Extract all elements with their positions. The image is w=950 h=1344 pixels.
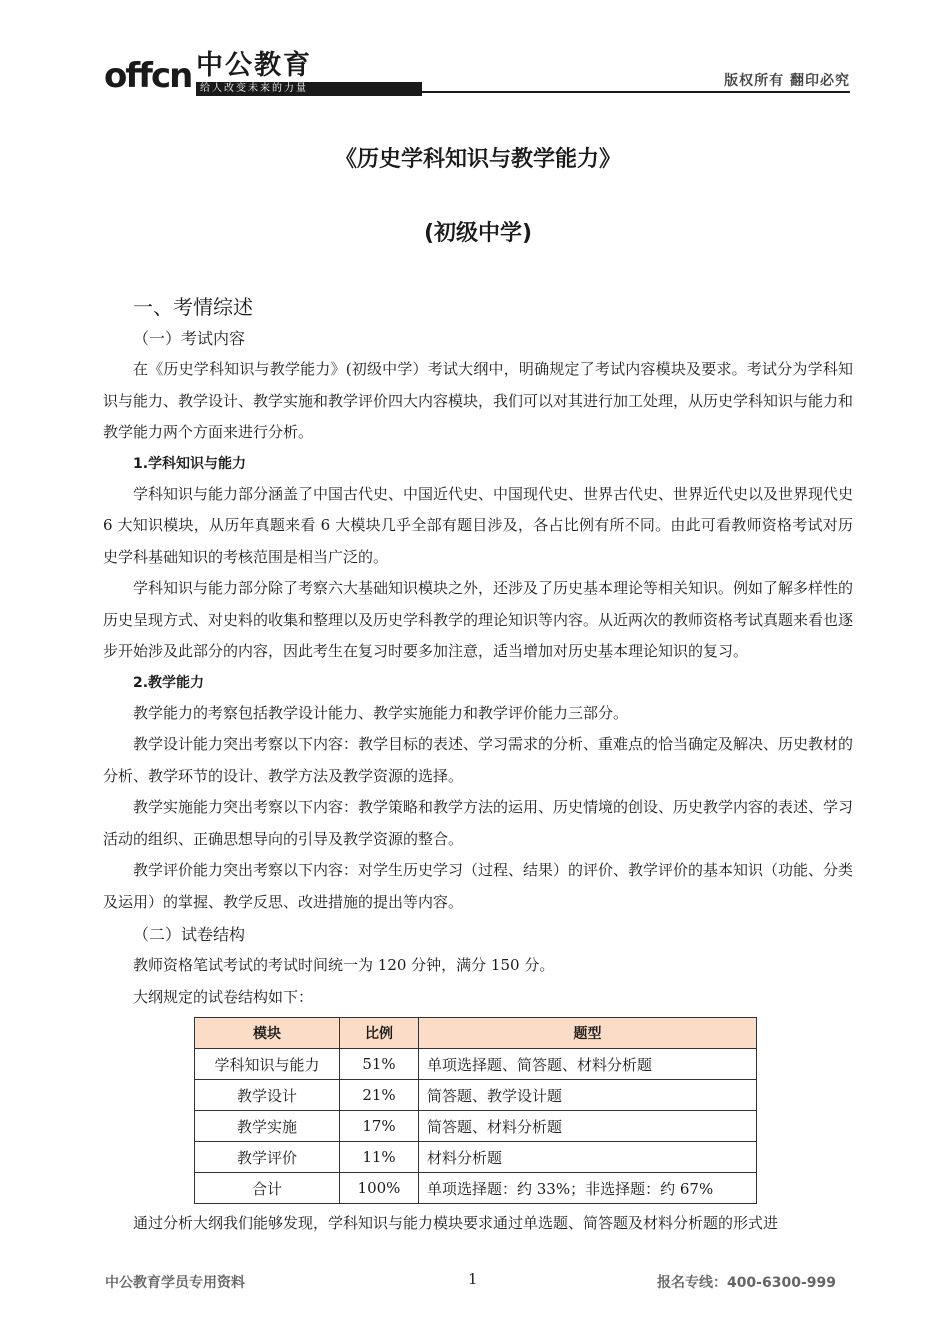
subsection-heading-paper-structure: （二）试卷结构 <box>133 925 246 944</box>
paragraph: 教学能力的考察包括教学设计能力、教学实施能力和教学评价能力三部分。 <box>133 703 629 722</box>
table-cell-question-type: 单项选择题、简答题、材料分析题 <box>419 1049 757 1080</box>
paragraph: 教学评价能力突出考察以下内容：对学生历史学习（过程、结果）的评价、教学评价的基本知识（功能、分类及运用）的掌握、教学反思、改进措施的提出等内容。 <box>103 861 854 911</box>
paragraph: 教学实施能力突出考察以下内容：教学策略和教学方法的运用、历史情境的创设、历史教学内容的表述、学习活动的组织、正确思想导向的引导及教学资源的整合。 <box>103 798 854 848</box>
paragraph: 大纲规定的试卷结构如下： <box>133 987 314 1006</box>
table-cell-ratio: 51% <box>340 1049 419 1080</box>
table-row <box>195 1111 757 1142</box>
subsection-heading-exam-content: （一）考试内容 <box>133 329 246 348</box>
document-title: 《历史学科知识与教学能力》 <box>334 147 621 172</box>
page-header <box>0 0 950 110</box>
table-row <box>195 1049 757 1080</box>
table-cell-question-type: 单项选择题：约 33%；非选择题：约 67% <box>419 1173 757 1204</box>
paragraph: 教学设计能力突出考察以下内容：教学目标的表述、学习需求的分析、重难点的恰当确定及解决、历史教材的分析、教学环节的设计、教学方法及教学资源的选择。 <box>103 735 854 785</box>
table-cell-question-type: 简答题、教学设计题 <box>419 1080 757 1111</box>
exam-structure-table <box>194 1017 757 1204</box>
table-cell-module: 教学实施 <box>195 1111 340 1142</box>
table-row-total <box>195 1173 757 1204</box>
table-cell-module: 教学设计 <box>195 1080 340 1111</box>
paragraph: 学科知识与能力部分涵盖了中国古代史、中国近代史、中国现代史、世界古代史、世界近代史以及世界现代史 6 大知识模块，从历年真题来看 6 大模块几乎全部有题目涉及，各占比例有所不同。由此可看教师资格考试对历史学科基础知识的考核范围是相当广泛的。 <box>103 484 854 566</box>
logo-slogan: 给人改变未来的力量 <box>196 82 422 96</box>
paragraph: 在《历史学科知识与教学能力》(初级中学）考试大纲中，明确规定了考试内容模块及要求。考试分为学科知识与能力、教学设计、教学实施和教学评价四大内容模块，我们可以对其进行加工处理，从历史学科知识与能力和教学能力两个方面来进行分析。 <box>103 360 854 441</box>
table-cell-module: 教学评价 <box>195 1142 340 1173</box>
column-header: 比例 <box>340 1018 419 1049</box>
header-divider <box>330 91 850 93</box>
copyright-notice: 版权所有 翻印必究 <box>724 73 850 89</box>
table-cell-ratio: 100% <box>340 1173 419 1204</box>
logo-chinese-text: 中公教育 <box>196 50 312 81</box>
document-subtitle: (初级中学) <box>423 221 533 246</box>
table-row <box>195 1142 757 1173</box>
column-header: 模块 <box>195 1018 340 1049</box>
table-cell-ratio: 21% <box>340 1080 419 1111</box>
table-row <box>195 1080 757 1111</box>
paragraph: 通过分析大纲我们能够发现，学科知识与能力模块要求通过单选题、简答题及材料分析题的形式进 <box>133 1214 779 1232</box>
logo-latin-text: offcn <box>104 56 192 96</box>
table-header-row <box>195 1018 757 1049</box>
section-heading-1: 一、考情综述 <box>133 295 253 319</box>
table-cell-ratio: 11% <box>340 1142 419 1173</box>
page-number: 1 <box>468 1270 478 1288</box>
table-cell-module: 学科知识与能力 <box>195 1049 340 1080</box>
heading-teaching-ability: 2.教学能力 <box>133 674 205 691</box>
column-header: 题型 <box>419 1018 757 1049</box>
page-footer <box>0 1266 950 1296</box>
heading-subject-knowledge: 1.学科知识与能力 <box>133 455 247 472</box>
document-body <box>103 140 853 1240</box>
paragraph: 教师资格笔试考试的考试时间统一为 120 分钟，满分 150 分。 <box>133 956 555 974</box>
footer-hotline: 报名专线：400-6300-999 <box>656 1275 836 1291</box>
paragraph: 学科知识与能力部分除了考察六大基础知识模块之外，还涉及了历史基本理论等相关知识。例如了解多样性的历史呈现方式、对史料的收集和整理以及历史学科教学的理论知识等内容。从近两次的教师资格考试真题来看也逐步开始涉及此部分的内容，因此考生在复习时要多加注意，适当增加对历史基本理论知识的复习。 <box>103 579 854 660</box>
footer-material-label: 中公教育学员专用资料 <box>105 1275 245 1291</box>
table-cell-question-type: 简答题、材料分析题 <box>419 1111 757 1142</box>
table-cell-module: 合计 <box>195 1173 340 1204</box>
table-cell-ratio: 17% <box>340 1111 419 1142</box>
table-cell-question-type: 材料分析题 <box>419 1142 757 1173</box>
